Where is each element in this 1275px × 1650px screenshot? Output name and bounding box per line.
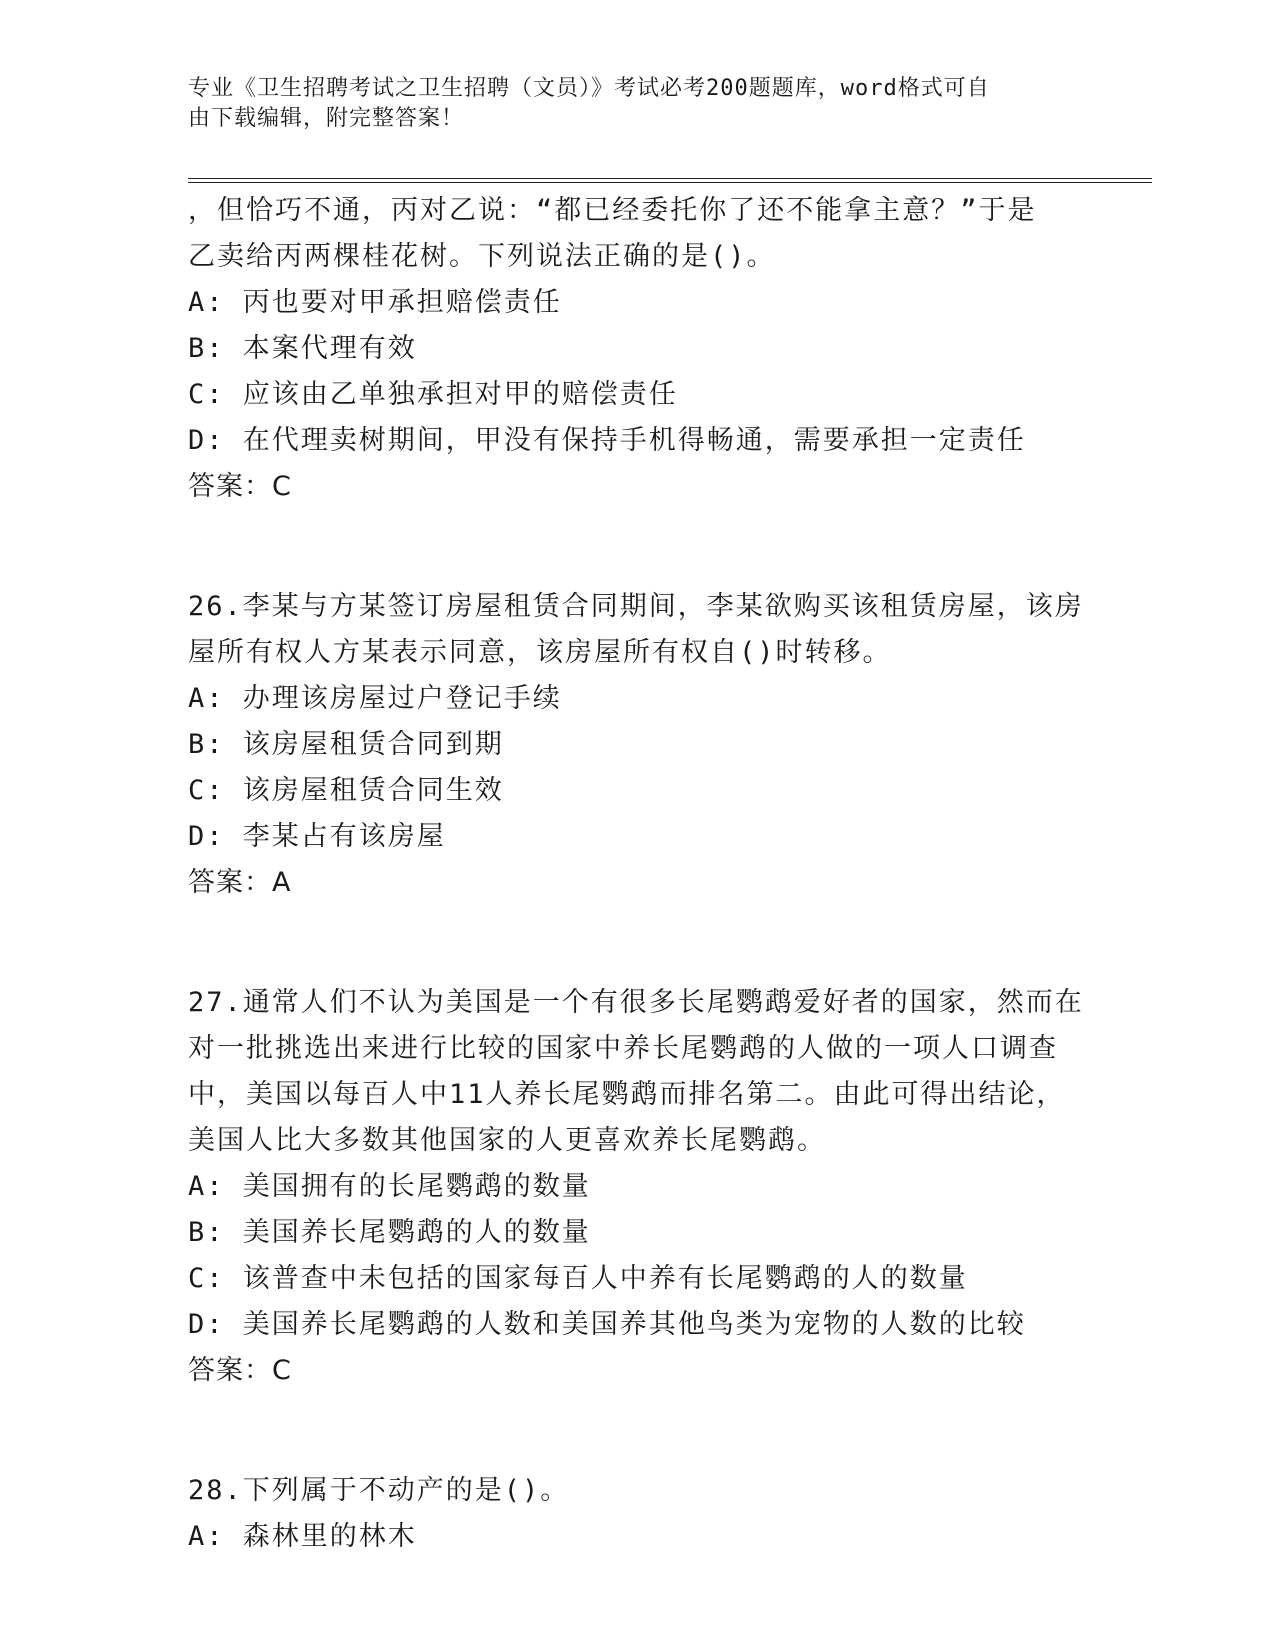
question-28 [188,1468,1068,1560]
question-stem-line: ，但恰巧不通，丙对乙说：“都已经委托你了还不能拿主意？”于是 [188,195,1037,226]
option-a: A: 丙也要对甲承担赔偿责任 [188,287,562,318]
question-stem-line: 对一批挑选出来进行比较的国家中养长尾鹦鹉的人做的一项人口调查 [188,1033,1058,1064]
option-b: B: 该房屋租赁合同到期 [188,729,504,760]
question-stem-line: 屋所有权人方某表示同意，该房屋所有权自()时转移。 [188,637,892,668]
question-stem-line: 乙卖给丙两棵桂花树。下列说法正确的是()。 [188,241,776,272]
question-stem-line: 28.下列属于不动产的是()。 [188,1475,570,1506]
header-line-2: 由下载编辑，附完整答案！ [188,106,465,131]
question-stem-line: 美国人比大多数其他国家的人更喜欢养长尾鹦鹉。 [188,1125,826,1156]
option-a: A: 美国拥有的长尾鹦鹉的数量 [188,1171,591,1202]
option-a: A: 办理该房屋过户登记手续 [188,683,562,714]
question-26 [188,584,1084,906]
option-b: B: 美国养长尾鹦鹉的人的数量 [188,1217,591,1248]
option-d: D: 美国养长尾鹦鹉的人数和美国养其他鸟类为宠物的人数的比较 [188,1309,1026,1340]
page-header [188,74,1068,134]
option-d: D: 在代理卖树期间，甲没有保持手机得畅通，需要承担一定责任 [188,425,1026,456]
question-27 [188,980,1084,1394]
question-stem-line: 中，美国以每百人中11人养长尾鹦鹉而排名第二。由此可得出结论， [188,1079,1066,1110]
question-25 [188,188,1068,510]
answer-label: 答案：C [188,1355,292,1386]
answer-label: 答案：A [188,867,292,898]
header-divider [188,178,1152,183]
option-c: C: 该房屋租赁合同生效 [188,775,504,806]
option-a: A: 森林里的林木 [188,1521,417,1552]
option-d: D: 李某占有该房屋 [188,821,446,852]
option-b: B: 本案代理有效 [188,333,417,364]
option-c: C: 应该由乙单独承担对甲的赔偿责任 [188,379,678,410]
question-stem-line: 26.李某与方某签订房屋租赁合同期间，李某欲购买该租赁房屋，该房 [188,591,1084,622]
question-list [188,188,1084,1560]
question-stem-line: 27.通常人们不认为美国是一个有很多长尾鹦鹉爱好者的国家，然而在 [188,987,1084,1018]
header-line-1: 专业《卫生招聘考试之卫生招聘（文员）》考试必考200题题库，word格式可自 [188,76,990,101]
answer-label: 答案：C [188,471,292,502]
option-c: C: 该普查中未包括的国家每百人中养有长尾鹦鹉的人的数量 [188,1263,968,1294]
